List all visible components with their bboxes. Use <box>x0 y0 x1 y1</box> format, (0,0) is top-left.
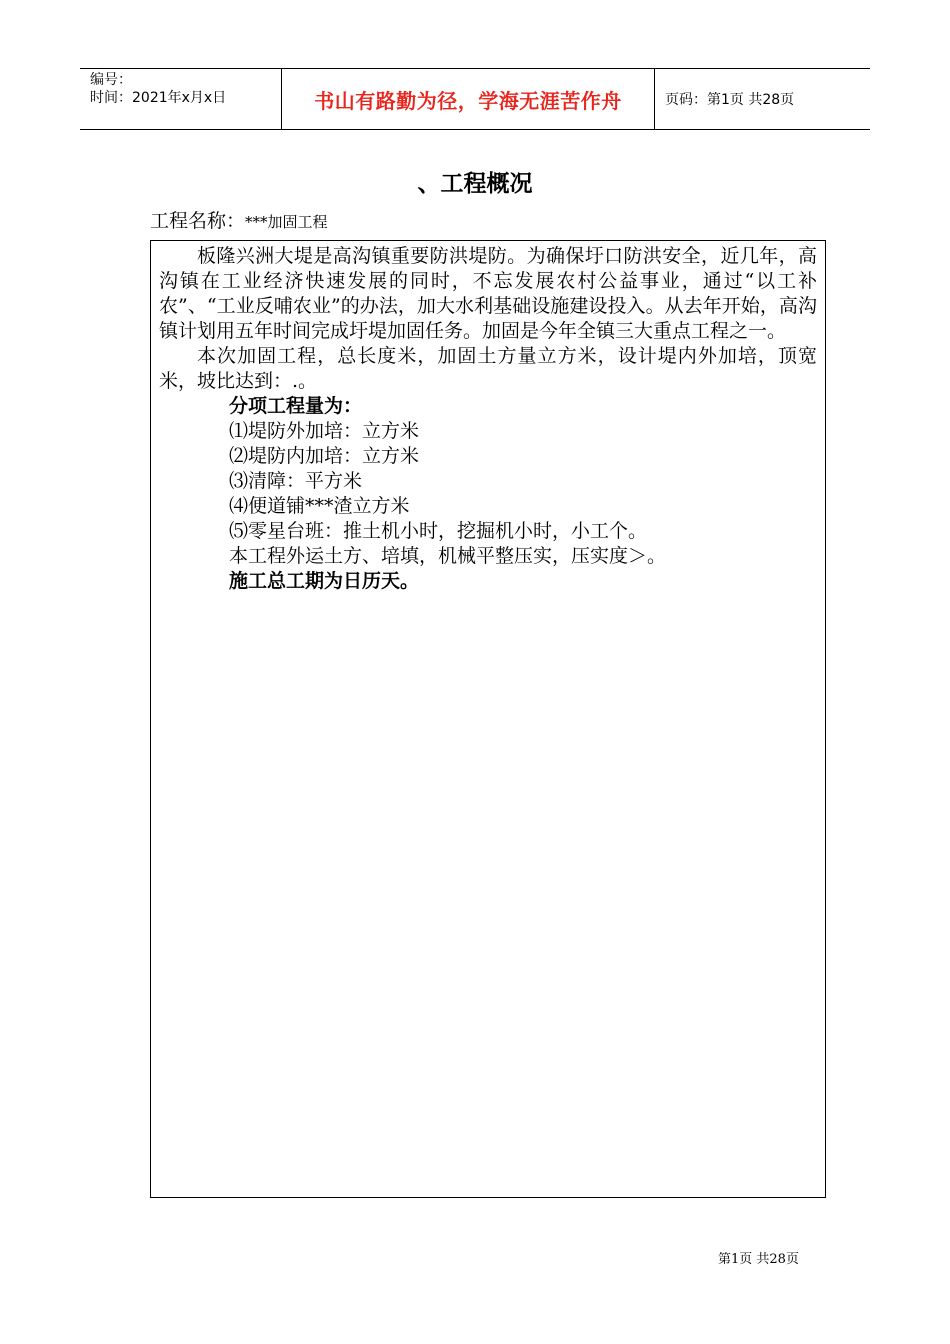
paragraph-earthwork: 本工程外运土方、培填，机械平整压实，压实度＞。 <box>229 545 667 567</box>
document-title: 、工程概况 <box>417 171 533 197</box>
header-page-cell <box>655 69 870 129</box>
list-item: ⑴堤防外加培：立方米 <box>229 420 420 442</box>
paragraph-overview: 板隆兴洲大堤是高沟镇重要防洪堤防。为确保圩口防洪安全，近几年，高沟镇在工业经济快速发展的同时，不忘发展农村公益事业，通过“以工补农”、“工业反哺农业”的办法，加大水利基础设施建设投入。从去年开始，高沟镇计划用五年时间完成圩堤加固任务。加固是今年全镇三大重点工程之一。 <box>159 245 817 342</box>
list-item: ⑷便道铺***渣立方米 <box>229 495 410 517</box>
project-name-line <box>150 206 328 233</box>
paragraph-scope: 本次加固工程，总长度米，加固土方量立方米，设计堤内外加培，顶宽米，坡比达到：.。 <box>159 345 817 392</box>
project-name-value: ***加固工程 <box>245 213 328 231</box>
sub-heading-quantities: 分项工程量为： <box>229 395 363 417</box>
time-label: 时间：2021年x月x日 <box>90 90 227 106</box>
list-item: ⑸零星台班：推土机小时，挖掘机小时，小工个。 <box>229 520 648 542</box>
project-name-label: 工程名称： <box>150 210 246 232</box>
list-item: ⑵堤防内加培：立方米 <box>229 445 420 467</box>
number-label: 编号： <box>90 72 132 88</box>
content-box <box>150 240 826 1198</box>
page-info: 页码：第1页 共28页 <box>665 92 795 108</box>
paragraph-duration: 施工总工期为日历天。 <box>229 570 420 592</box>
motto-text: 书山有路勤为径，学海无涯苦作舟 <box>314 88 622 113</box>
header-table <box>80 68 870 130</box>
header-motto-cell <box>282 69 655 129</box>
list-item: ⑶清障：平方米 <box>229 470 363 492</box>
header-meta <box>80 69 282 129</box>
footer-page-number: 第1页 共28页 <box>718 1252 799 1267</box>
